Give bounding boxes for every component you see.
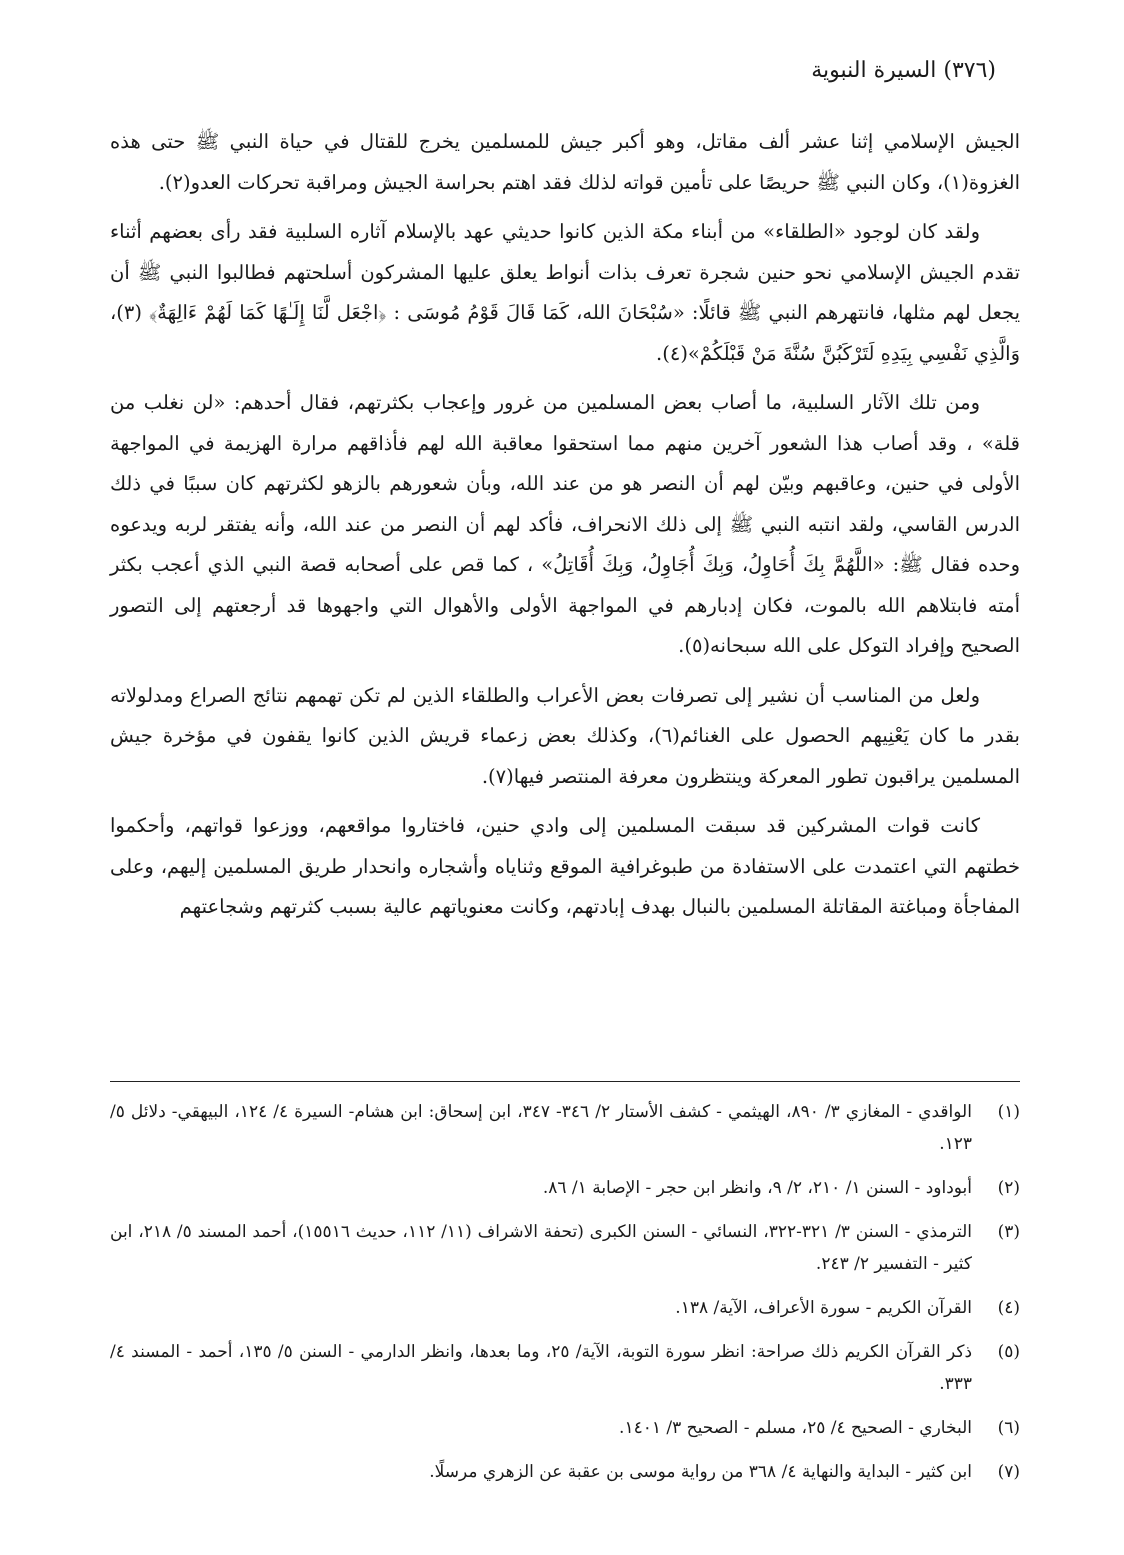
paragraph: كانت قوات المشركين قد سبقت المسلمين إلى وادي حنين، فاختاروا مواقعهم، ووزعوا قواتهم، وأحكموا خطتهم التي اعتمدت على الاستفادة من طبوغرافية الموقع وثناياه وأشجاره وانحدار طريق المسلمين إليهم، وعلى المفاجأة ومباغتة المقاتلة المسلمين بالنبال بهدف إبادتهم، وكانت معنوياتهم عالية بسبب كثرتهم وشجاعتهم [110,814,1020,918]
footnote [110,1096,1020,1160]
footnote-number: (١) [997,1102,1020,1122]
footnote-divider [110,1081,1020,1082]
paragraph: ومن تلك الآثار السلبية، ما أصاب بعض المسلمين من غرور وإعجاب بكثرتهم، فقال أحدهم: «لن نغلب من قلة» ، وقد أصاب هذا الشعور آخرين منهم مما استحقوا معاقبة الله لهم فأذاقهم مرارة الهزيمة في المواجهة الأولى في حنين، وعاقبهم وبيّن لهم أن النصر هو من عند الله، وبأن شعورهم بالزهو لكثرتهم كان سببًا في ذلك الدرس القاسي، ولقد انتبه النبي ﷺ إلى ذلك الانحراف، فأكد لهم أن النصر من عند الله، وأنه يفتقر لربه ويدعوه وحده فقال ﷺ: «اللَّهُمَّ بِكَ أُحَاوِلُ، وَبِكَ أُجَاوِلُ، وَبِكَ أُقَاتِلُ» ، كما قص على أصحابه قصة النبي الذي أعجب بكثر أمته فابتلاهم الله بالموت، فكان إدبارهم في المواجهة الأولى والأهوال التي واجهوها قد أرجعتهم إلى التصور الصحيح وإفراد التوكل على الله سبحانه(٥). [110,391,1020,657]
footnote-text: الواقدي - المغازي ٣/ ٨٩٠، الهيثمي - كشف الأستار ٢/ ٣٤٦- ٣٤٧، ابن إسحاق: ابن هشام- السيرة ٤/ ١٢٤، البيهقي- دلائل ٥/ ١٢٣. [110,1102,972,1154]
footnote-text: البخاري - الصحيح ٤/ ٢٥، مسلم - الصحيح ٣/ ١٤٠١. [619,1418,972,1438]
footnote-text: أبوداود - السنن ١/ ٢١٠، ٢/ ٩، وانظر ابن حجر - الإصابة ١/ ٨٦. [542,1178,972,1198]
footnote-text: ابن كثير - البداية والنهاية ٤/ ٣٦٨ من رواية موسى بن عقبة عن الزهري مرسلًا. [429,1462,972,1482]
footnote [110,1412,1020,1444]
footnote [110,1456,1020,1488]
footnote-text: القرآن الكريم - سورة الأعراف، الآية/ ١٣٨. [675,1298,972,1318]
footnote-number: (٢) [997,1178,1020,1198]
footnote-number: (٣) [997,1222,1020,1242]
paragraph: ولعل من المناسب أن نشير إلى تصرفات بعض الأعراب والطلقاء الذين لم تكن تهمهم نتائج الصراع ومدلولاته بقدر ما كان يَعْنِيهم الحصول على الغنائم(٦)، وكذلك بعض زعماء قريش الذين كانوا يقفون في مؤخرة جيش المسلمين يراقبون تطور المعركة وينتظرون معرفة المنتصر فيها(٧). [110,683,1020,788]
running-header: (٣٧٦) السيرة النبوية [811,58,996,83]
footnote-text: الترمذي - السنن ٣/ ٣٢١-٣٢٢، النسائي - السنن الكبرى (تحفة الاشراف (١١/ ١١٢، حديث ١٥٥١٦)، أحمد المسند ٥/ ٢١٨، ابن كثير - التفسير ٢/ ٢٤٣. [110,1222,973,1274]
paragraph: ولقد كان لوجود «الطلقاء» من أبناء مكة الذين كانوا حديثي عهد بالإسلام آثاره السلبية فقد رأى بعضهم أثناء تقدم الجيش الإسلامي نحو حنين شجرة تعرف بذات أنواط يعلق عليها المشركون أسلحتهم فطالبوا النبي ﷺ أن يجعل لهم مثلها، فانتهرهم النبي ﷺ قائلًا: «سُبْحَانَ الله، كَمَا قَالَ قَوْمُ مُوسَى : ﴿اجْعَل لَّنَا إِلَـٰهًا كَمَا لَهُمْ ءَالِهَةٌ﴾ (٣)، وَالَّذِي نَفْسِي بِيَدِهِ لَتَرْكَبُنَّ سُنَّةَ مَنْ قَبْلَكُمْ»(٤). [110,220,1020,365]
paragraph: الجيش الإسلامي إثنا عشر ألف مقاتل، وهو أكبر جيش للمسلمين يخرج للقتال في حياة النبي ﷺ حتى هذه الغزوة(١)، وكان النبي ﷺ حريصًا على تأمين قواته لذلك فقد اهتم بحراسة الجيش ومراقبة تحركات العدو(٢). [110,130,1020,194]
footnote-text: ذكر القرآن الكريم ذلك صراحة: انظر سورة التوبة، الآية/ ٢٥، وما بعدها، وانظر الدارمي - السنن ٥/ ١٣٥، أحمد - المسند ٤/ ٣٣٣. [110,1342,973,1394]
main-text [110,122,1020,937]
footnote [110,1336,1020,1400]
footnote-number: (٧) [997,1462,1020,1482]
footnote [110,1216,1020,1280]
footnote-number: (٤) [997,1298,1020,1318]
footnote-number: (٦) [997,1418,1020,1438]
footnotes [110,1096,1020,1500]
footnote-number: (٥) [997,1342,1020,1362]
footnote [110,1292,1020,1324]
footnote [110,1172,1020,1204]
